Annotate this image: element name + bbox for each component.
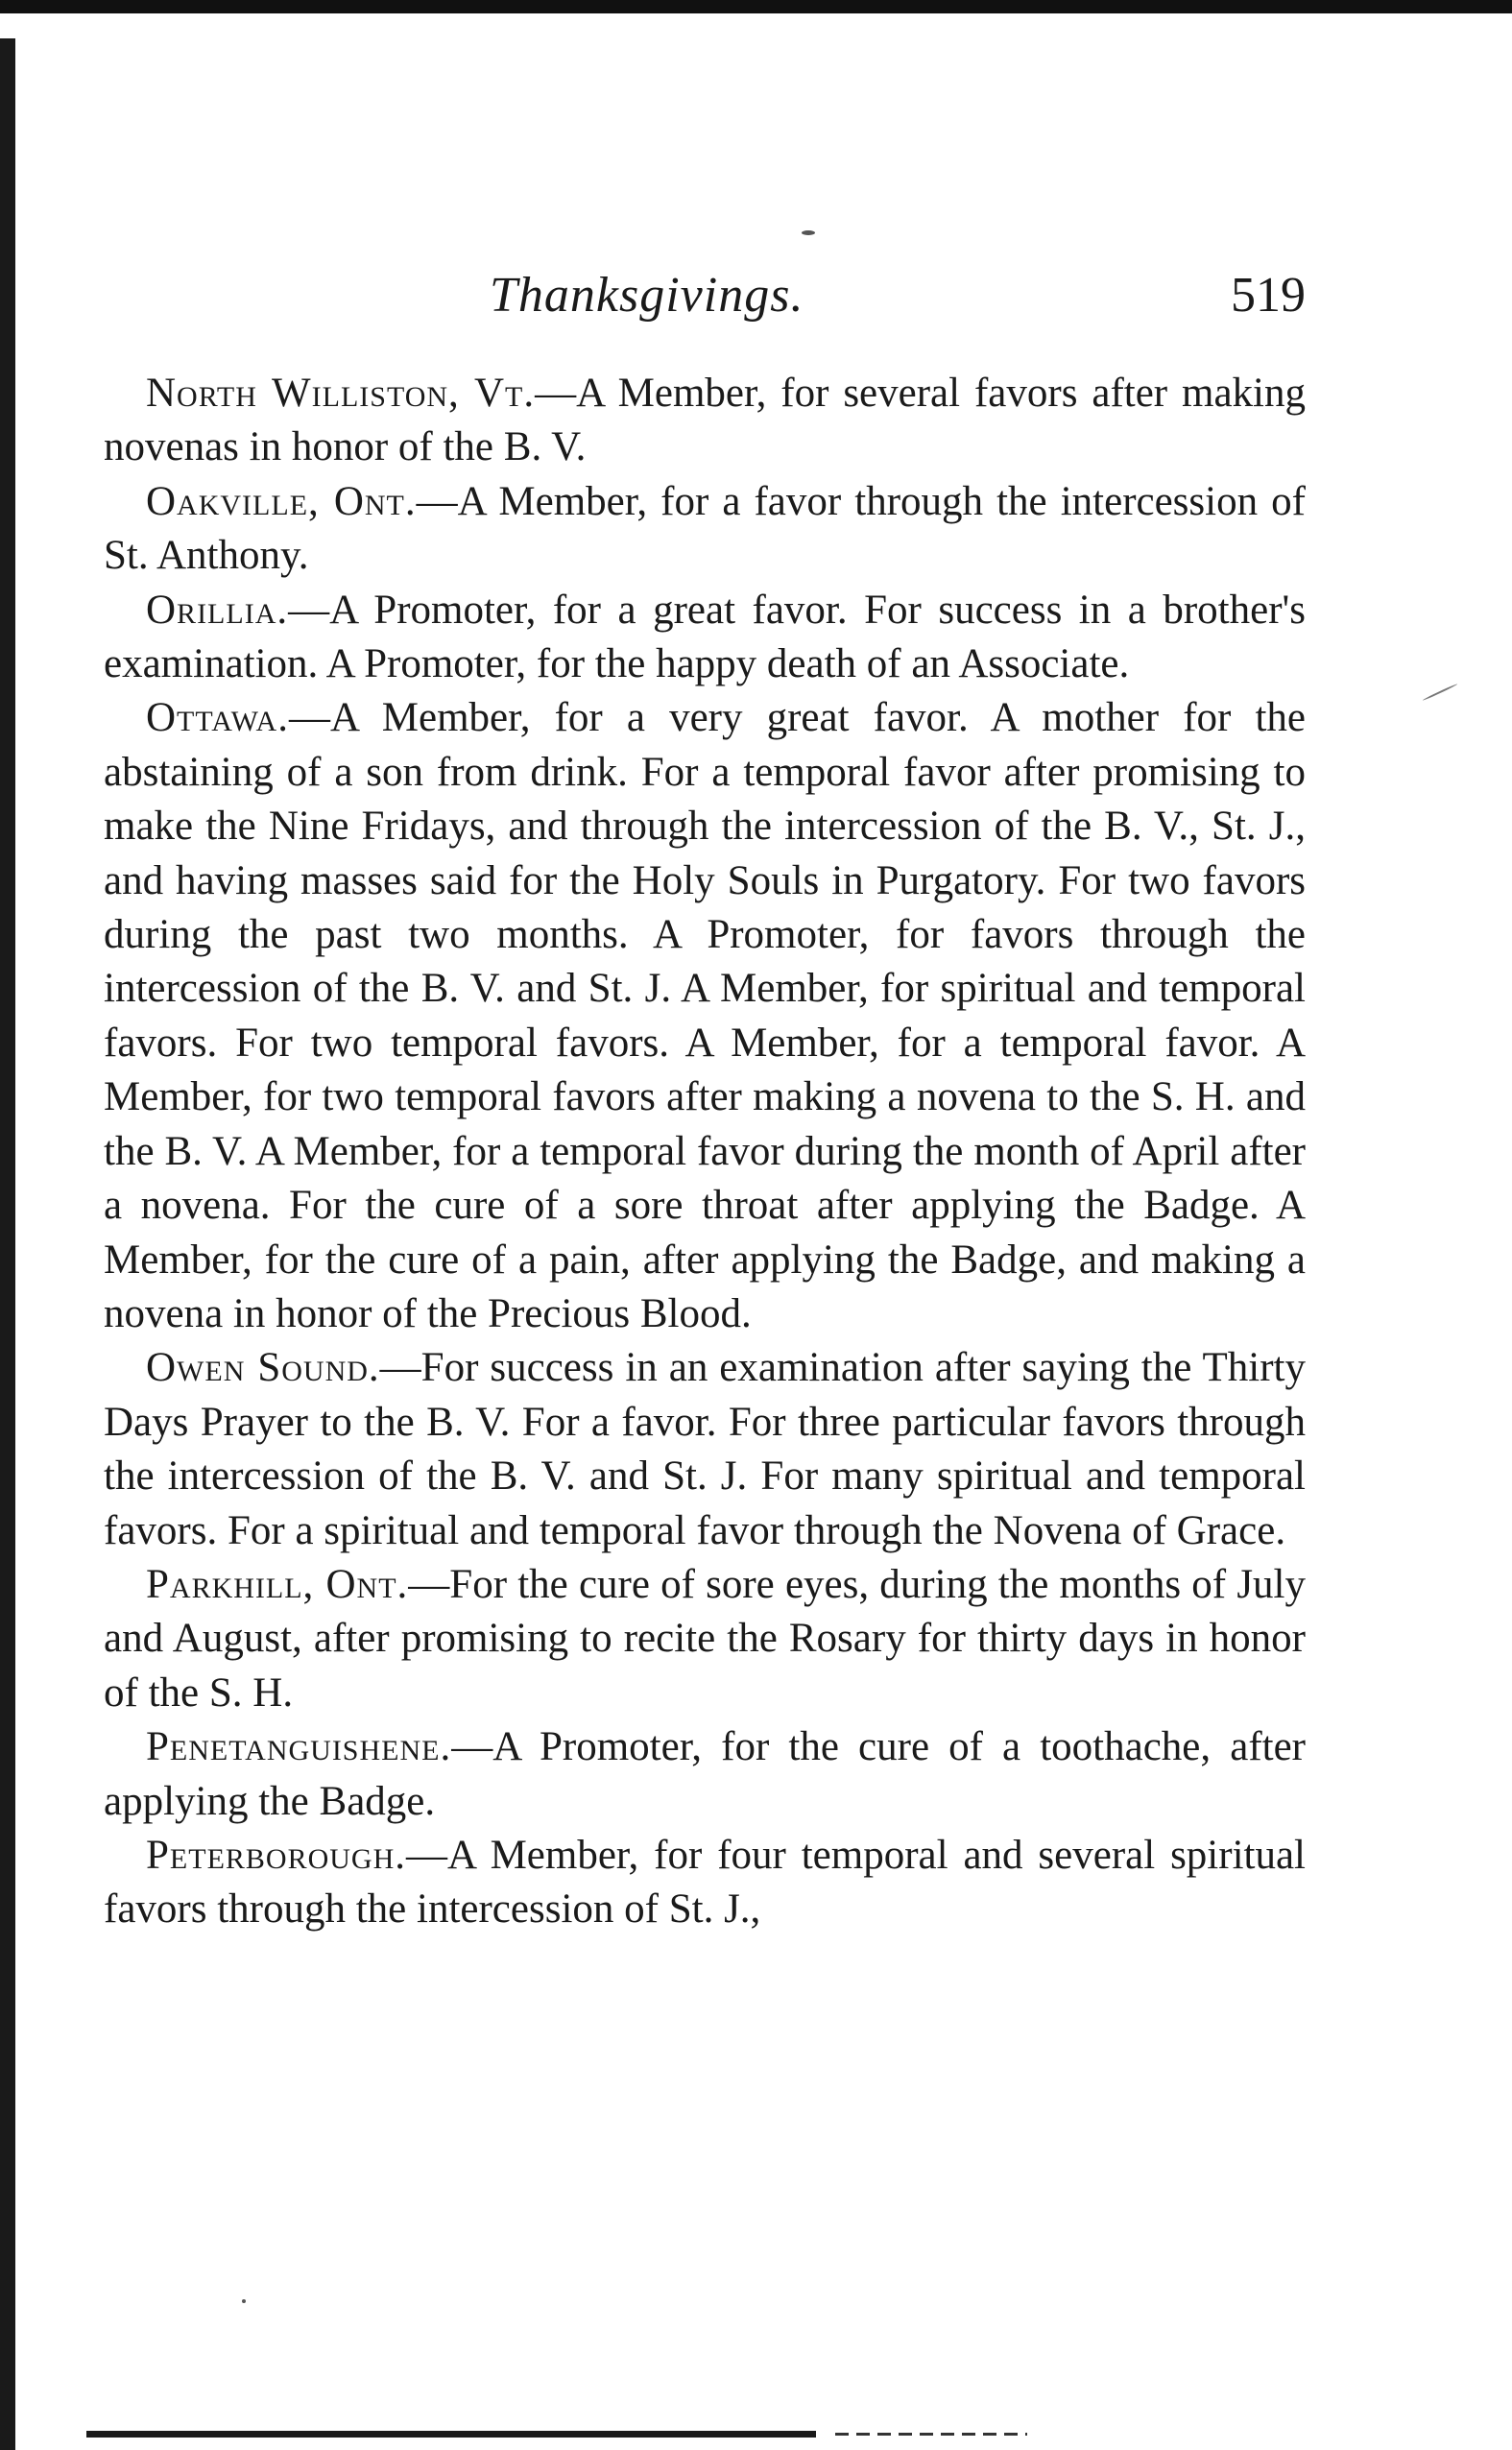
- ink-speck: [242, 2299, 246, 2303]
- top-border-rule: [0, 0, 1512, 13]
- entry-text: —A Member, for a very great favor. A mother for the abstaining of a son from drink. For a temporal favor after promising to make the Nine Fridays, and through the intercession of the B. V., St. J., and having masses said for the Holy Souls in Purgatory. For two favors during the past two months. A Promoter, for favors through the intercession of the B. V. and St. J. A Member, for spiritual and temporal favors. For two temporal favors. A Member, for a temporal favor. A Member, for two temporal favors after making a novena to the S. H. and the B. V. A Member, for a temporal favor during the month of April after a novena. For the cure of a sore throat after applying the Badge. A Member, for the cure of a pain, after applying the Badge, and making a novena in honor of the Precious Blood.: [104, 695, 1306, 1336]
- place-name: Owen Sound.: [146, 1345, 380, 1391]
- place-name: North Williston, Vt.: [146, 371, 536, 416]
- place-name: Penetanguishene.: [146, 1724, 452, 1770]
- entry-orillia: [104, 584, 1306, 692]
- ink-speck: [802, 230, 815, 235]
- entry-owen-sound: [104, 1341, 1306, 1558]
- left-border-rule: [0, 38, 15, 2450]
- entry-text: —For the cure of sore eyes, during the months of July and August, after promising to recite the Rosary for thirty days in honor of the S. H.: [104, 1561, 1306, 1716]
- entry-parkhill: [104, 1558, 1306, 1720]
- bottom-dashed-rule: [835, 2433, 1027, 2436]
- ink-speck: [1422, 684, 1457, 702]
- entry-ottawa: [104, 691, 1306, 1341]
- entry-text: —A Member, for several favors after making novenas in honor of the B. V.: [104, 371, 1306, 470]
- entry-north-williston: [104, 367, 1306, 475]
- place-name: Peterborough.: [146, 1832, 406, 1878]
- entry-oakville: [104, 475, 1306, 584]
- bottom-border-rule: [86, 2431, 816, 2438]
- running-title: Thanksgivings.: [490, 268, 804, 323]
- entry-text: —A Member, for four temporal and several spiritual favors through the intercession of St. J.,: [104, 1832, 1306, 1933]
- running-head: [106, 267, 1306, 334]
- place-name: Parkhill, Ont.: [146, 1561, 409, 1607]
- entry-text: —A Promoter, for a great favor. For success in a brother's examination. A Promoter, for the happy death of an Associate.: [104, 587, 1306, 687]
- entry-text: —A Member, for a favor through the intercession of St. Anthony.: [104, 478, 1306, 579]
- place-name: Oakville, Ont.: [146, 478, 417, 524]
- body-text: [104, 367, 1306, 1937]
- place-name: Orillia.: [146, 587, 289, 633]
- entry-peterborough: [104, 1829, 1306, 1937]
- page-number: 519: [1231, 268, 1306, 323]
- entry-text: —For success in an examination after saying the Thirty Days Prayer to the B. V. For a favor. For three particular favors through the intercession of the B. V. and St. J. For many spiritual and temporal favors. For a spiritual and temporal favor through the Novena of Grace.: [104, 1345, 1307, 1553]
- entry-penetanguishene: [104, 1720, 1306, 1829]
- place-name: Ottawa.: [146, 695, 289, 741]
- entry-text: —A Promoter, for the cure of a toothache, after applying the Badge.: [104, 1724, 1306, 1824]
